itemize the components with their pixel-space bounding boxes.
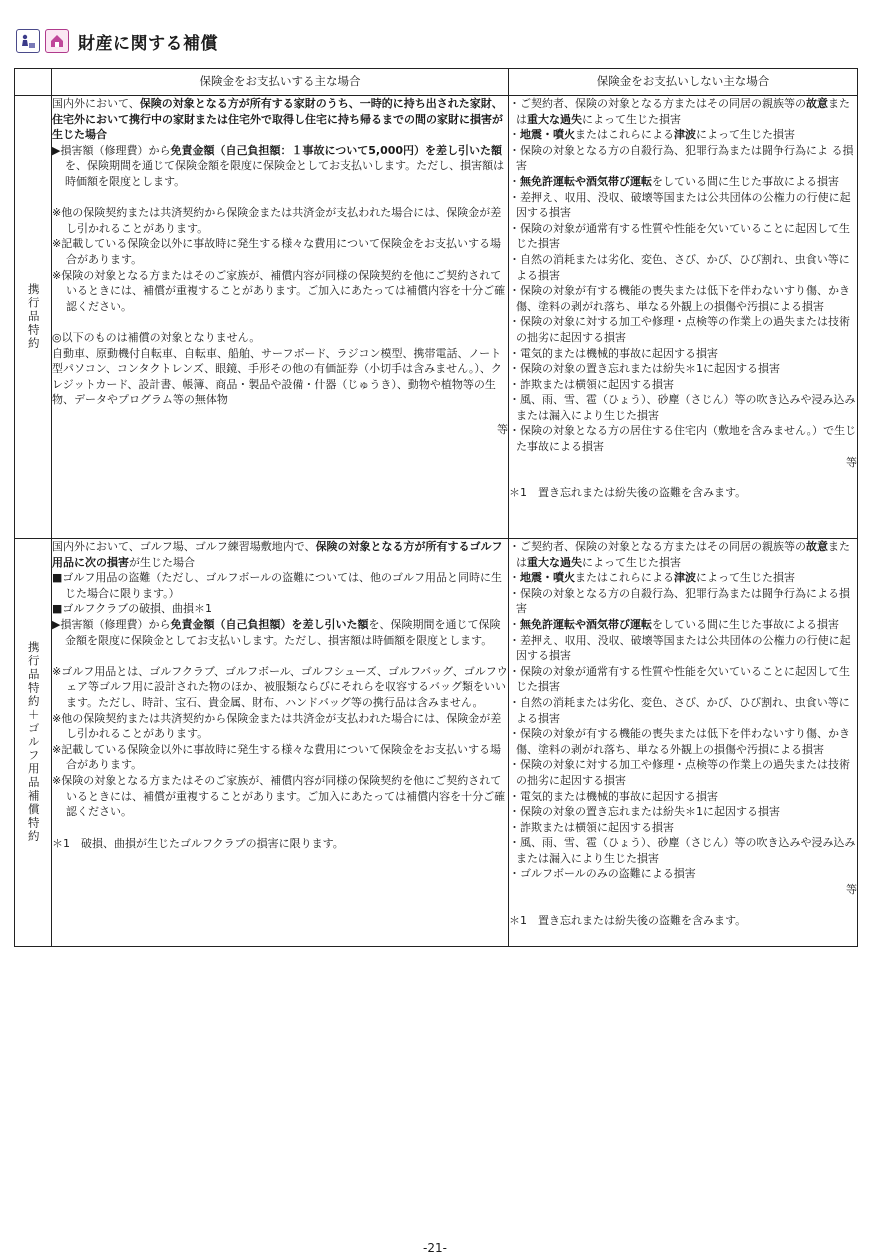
- covered-item: ■ゴルフ用品の盗難（ただし、ゴルフボールの盗難については、他のゴルフ用品と同時に生じた場合に限ります。）: [52, 571, 502, 600]
- intro-text: 国内外において、ゴルフ場、ゴルフ練習場敷地内で、保険の対象となる方が所有するゴルフ用品に次の損害が生じた場合: [52, 540, 503, 569]
- footnote: ＊1 置き忘れまたは紛失後の盗難を含みます。: [509, 486, 747, 500]
- header-paid: 保険金をお支払いする主な場合: [52, 69, 509, 96]
- exclusion-heading: ◎以下のものは補償の対象となりません。: [52, 330, 261, 344]
- note: ※保険の対象となる方またはそのご家族が、補償内容が同様の保険契約を他にご契約されているときには、補償が重複することがあります。ご加入にあたっては補償内容を十分ご確認ください。: [52, 268, 506, 313]
- list-item: ・保険の対象が通常有する性質や性能を欠いていることに起因して生じた損害: [509, 664, 850, 694]
- covered-item: ■ゴルフクラブの破損、曲損＊1: [52, 602, 213, 616]
- page-number: -21-: [423, 1241, 447, 1255]
- list-item: ・電気的または機械的事故に起因する損害: [509, 346, 718, 360]
- row-label: 携行品特約: [15, 96, 52, 539]
- exclusion-list: 自動車、原動機付自転車、自転車、船舶、サーフボード、ラジコン模型、携帯電話、ノート型パソコン、コンタクトレンズ、眼鏡、手形その他の有価証券（小切手は含みません。）、クレジットカード、設計書、帳簿、商品・製品や設備・什器（じゅうき）、動物や植物等の生物、データやプログラム等の無体物: [52, 346, 502, 407]
- list-item: ・ゴルフボールのみの盗難による損害: [509, 867, 696, 881]
- list-item: ・差押え、収用、没収、破壊等国または公共団体の公権力の行使に起因する損害: [509, 633, 851, 663]
- list-item: ・差押え、収用、没収、破壊等国または公共団体の公権力の行使に起因する損害: [509, 190, 851, 220]
- etc-mark: 等: [846, 883, 857, 897]
- list-item: ・保険の対象となる方の居住する住宅内（敷地を含みません。）で生じた事故による損害: [509, 424, 857, 454]
- etc-mark: 等: [497, 422, 508, 436]
- payment-rule: ▶損害額（修理費）から免責金額（自己負担額）を差し引いた額を、保険期間を通じて保険金額を限度に保険金としてお支払いします。ただし、損害額は時価額を限度とします。: [52, 617, 501, 647]
- table-row: [15, 96, 858, 539]
- note: ※記載している保険金以外に事故時に発生する様々な費用について保険金をお支払いする場合があります。: [52, 742, 501, 772]
- etc-mark: 等: [846, 455, 857, 469]
- list-item: ・地震・噴火またはこれらによる津波によって生じた損害: [509, 128, 795, 142]
- not-paid-cell: [509, 539, 858, 947]
- note: ※他の保険契約または共済契約から保険金または共済金が支払われた場合には、保険金が差し引かれることがあります。: [52, 206, 502, 235]
- list-item: ・風、雨、雪、雹（ひょう）、砂塵（さじん）等の吹き込みや浸み込みまたは漏入により生じた損害: [509, 393, 856, 422]
- not-paid-list: [509, 96, 857, 455]
- pictogram-icon: [16, 29, 40, 53]
- payment-rule: ▶損害額（修理費）から免責金額（自己負担額：１事故について5,000円）を差し引いた額を、保険期間を通じて保険金額を限度に保険金としてお支払いします。ただし、損害額は時価額を限度とします。: [52, 143, 505, 188]
- list-item: ・保険の対象の置き忘れまたは紛失＊1に起因する損害: [509, 805, 780, 819]
- note: ※ゴルフ用品とは、ゴルフクラブ、ゴルフボール、ゴルフシューズ、ゴルフバッグ、ゴルフウェア等ゴルフ用に設計された物のほか、被服類ならびにそれらを収容するバッグ類をいいます。ただし、時計、宝石、貴金属、財布、ハンドバッグ等の携行品は含みません。: [52, 664, 508, 709]
- paid-cell: [52, 96, 509, 539]
- coverage-table: [14, 68, 858, 947]
- list-item: ・保険の対象となる方の自殺行為、犯罪行為または闘争行為によ る損害: [509, 143, 854, 173]
- list-item: ・自然の消耗または劣化、変色、さび、かび、ひび割れ、虫食い等による損害: [509, 695, 850, 725]
- list-item: ・電気的または機械的事故に起因する損害: [509, 789, 718, 803]
- table-header-row: [15, 69, 858, 96]
- note: ※他の保険契約または共済契約から保険金または共済金が支払われた場合には、保険金が差し引かれることがあります。: [52, 711, 502, 741]
- note: ※記載している保険金以外に事故時に発生する様々な費用について保険金をお支払いする場合があります。: [52, 237, 501, 266]
- page-title: 財産に関する補償: [78, 33, 218, 54]
- not-paid-cell: [509, 96, 858, 539]
- list-item: ・自然の消耗または劣化、変色、さび、かび、ひび割れ、虫食い等による損害: [509, 252, 850, 282]
- paid-cell: [52, 539, 509, 947]
- list-item: ・保険の対象が通常有する性質や性能を欠いていることに起因して生じた損害: [509, 221, 850, 251]
- row-label: 携行品特約＋ゴルフ用品補償特約: [15, 539, 52, 947]
- list-item: ・詐欺または横領に起因する損害: [509, 377, 674, 391]
- list-item: ・保険の対象に対する加工や修理・点検等の作業上の過失または技術の拙劣に起因する損害: [509, 315, 850, 344]
- list-item: ・保険の対象が有する機能の喪失または低下を伴わないすり傷、かき傷、塗料の剥がれ落ち、単なる外観上の損傷や汚損による損害: [509, 727, 850, 756]
- list-item: ・ご契約者、保険の対象となる方またはその同居の親族等の故意または重大な過失によって生じた損害: [509, 540, 850, 569]
- list-item: ・地震・噴火またはこれらによる津波によって生じた損害: [509, 571, 795, 585]
- list-item: ・ご契約者、保険の対象となる方またはその同居の親族等の故意または重大な過失によって生じた損害: [509, 97, 850, 126]
- property-icon: [45, 29, 69, 53]
- list-item: ・保険の対象が有する機能の喪失または低下を伴わないすり傷、かき傷、塗料の剥がれ落ち、単なる外観上の損傷や汚損による損害: [509, 284, 850, 313]
- page-header: [16, 27, 218, 55]
- list-item: ・無免許運転や酒気帯び運転をしている間に生じた事故による損害: [509, 174, 839, 188]
- corner-cell: [15, 69, 52, 96]
- header-not-paid: 保険金をお支払いしない主な場合: [509, 69, 858, 96]
- list-item: ・風、雨、雪、雹（ひょう）、砂塵（さじん）等の吹き込みや浸み込みまたは漏入により生じた損害: [509, 836, 856, 865]
- list-item: ・保険の対象となる方の自殺行為、犯罪行為または闘争行為による損害: [509, 586, 850, 616]
- list-item: ・詐欺または横領に起因する損害: [509, 820, 674, 834]
- footnote: ＊1 破損、曲損が生じたゴルフクラブの損害に限ります。: [52, 836, 344, 850]
- note: ※保険の対象となる方またはそのご家族が、補償内容が同様の保険契約を他にご契約されているときには、補償が重複することがあります。ご加入にあたっては補償内容を十分ご確認ください。: [52, 773, 506, 819]
- list-item: ・無免許運転や酒気帯び運転をしている間に生じた事故による損害: [509, 617, 839, 631]
- footnote: ＊1 置き忘れまたは紛失後の盗難を含みます。: [509, 913, 747, 927]
- list-item: ・保険の対象に対する加工や修理・点検等の作業上の過失または技術の拙劣に起因する損害: [509, 758, 850, 787]
- table-row: [15, 539, 858, 947]
- intro-text: 国内外において、保険の対象となる方が所有する家財のうち、一時的に持ち出された家財、住宅外において携行中の家財または住宅外で取得し住宅に持ち帰るまでの間の家財に損害が生じた場合: [52, 97, 503, 142]
- list-item: ・保険の対象の置き忘れまたは紛失＊1に起因する損害: [509, 362, 780, 376]
- not-paid-list: [509, 539, 857, 882]
